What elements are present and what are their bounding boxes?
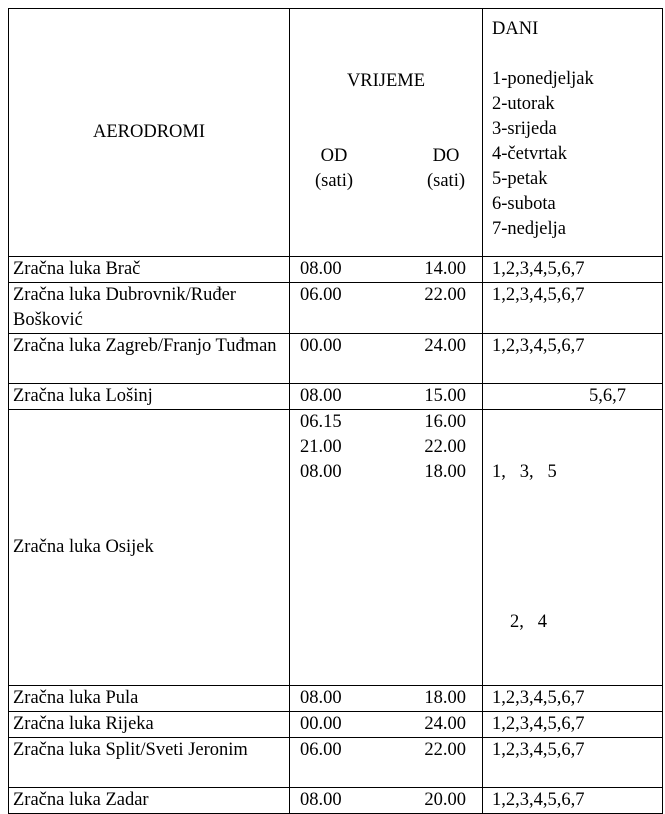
time-from: 00.00 — [300, 336, 342, 356]
table-row — [9, 410, 663, 686]
days-value: 2, 4 — [510, 612, 547, 632]
header-from — [304, 144, 364, 194]
days-cell: 1,2,3,4,5,6,7 — [483, 257, 663, 283]
days-cell: 1,2,3,4,5,6,7 — [483, 283, 663, 334]
time-cell — [290, 283, 483, 334]
header-to — [416, 144, 476, 194]
header-row — [9, 9, 663, 257]
days-cell — [483, 384, 663, 410]
time-from: 08.00 — [300, 688, 342, 708]
time-cell — [290, 788, 483, 814]
airport-name: Zračna luka Zagreb/Franjo Tuđman — [9, 334, 290, 384]
table-row — [9, 686, 663, 712]
days-cell: 1,2,3,4,5,6,7 — [483, 738, 663, 788]
airport-name: Zračna luka Lošinj — [9, 384, 290, 410]
header-days-title: DANI — [492, 19, 539, 39]
day-legend-item: 3-srijeda — [492, 119, 557, 139]
days-cell: 1,2,3,4,5,6,7 — [483, 686, 663, 712]
time-from: 08.00 — [300, 462, 342, 482]
day-legend-item: 5-petak — [492, 169, 548, 189]
header-to-label: DO — [432, 146, 460, 166]
time-to: 15.00 — [424, 386, 466, 406]
time-from: 08.00 — [300, 790, 342, 810]
day-legend-item: 4-četvrtak — [492, 144, 567, 164]
table-row — [9, 738, 663, 788]
time-from: 06.00 — [300, 285, 342, 305]
table-row — [9, 334, 663, 384]
header-time-title: VRIJEME — [346, 71, 426, 91]
table-row — [9, 283, 663, 334]
days-cell: 1,2,3,4,5,6,7 — [483, 788, 663, 814]
days-value: 1, 3, 5 — [492, 462, 557, 482]
time-cell — [290, 257, 483, 283]
table-row — [9, 384, 663, 410]
time-cell — [290, 334, 483, 384]
airport-hours-table — [8, 8, 663, 814]
airport-name: Zračna luka Zadar — [9, 788, 290, 814]
airport-name: Zračna luka Osijek — [9, 410, 290, 686]
time-cell — [290, 410, 483, 686]
header-from-label: OD — [320, 146, 348, 166]
airport-name: Zračna luka Pula — [9, 686, 290, 712]
time-to: 22.00 — [424, 740, 466, 760]
time-from: 06.00 — [300, 740, 342, 760]
time-to: 14.00 — [424, 259, 466, 279]
airport-name: Zračna luka Split/Sveti Jeronim — [9, 738, 290, 788]
day-legend-item: 2-utorak — [492, 94, 555, 114]
header-from-unit: (sati) — [314, 171, 353, 191]
time-cell — [290, 686, 483, 712]
table-row — [9, 788, 663, 814]
time-to: 20.00 — [424, 790, 466, 810]
time-cell — [290, 384, 483, 410]
time-from: 00.00 — [300, 714, 342, 734]
days-cell — [483, 410, 663, 686]
header-time — [290, 9, 483, 257]
time-from: 21.00 — [300, 437, 342, 457]
time-cell — [290, 712, 483, 738]
days-value: 5,6,7 — [589, 386, 626, 406]
day-legend-item: 6-subota — [492, 194, 556, 214]
time-from: 08.00 — [300, 259, 342, 279]
time-to: 24.00 — [424, 336, 466, 356]
time-cell — [290, 738, 483, 788]
time-from: 06.15 — [300, 412, 342, 432]
time-to: 24.00 — [424, 714, 466, 734]
table-row — [9, 712, 663, 738]
time-to: 18.00 — [424, 688, 466, 708]
airport-name: Zračna luka Brač — [9, 257, 290, 283]
table-row — [9, 257, 663, 283]
header-airports: AERODROMI — [9, 9, 290, 257]
day-legend-item: 1-ponedjeljak — [492, 69, 594, 89]
day-legend-item: 7-nedjelja — [492, 219, 566, 239]
time-to: 18.00 — [424, 462, 466, 482]
header-days — [483, 9, 663, 257]
time-from: 08.00 — [300, 386, 342, 406]
days-cell: 1,2,3,4,5,6,7 — [483, 334, 663, 384]
airport-name: Zračna luka Dubrovnik/Ruđer Bošković — [9, 283, 290, 334]
airport-name: Zračna luka Rijeka — [9, 712, 290, 738]
time-to: 16.00 — [424, 412, 466, 432]
days-cell: 1,2,3,4,5,6,7 — [483, 712, 663, 738]
time-to: 22.00 — [424, 285, 466, 305]
time-to: 22.00 — [424, 437, 466, 457]
header-to-unit: (sati) — [426, 171, 465, 191]
